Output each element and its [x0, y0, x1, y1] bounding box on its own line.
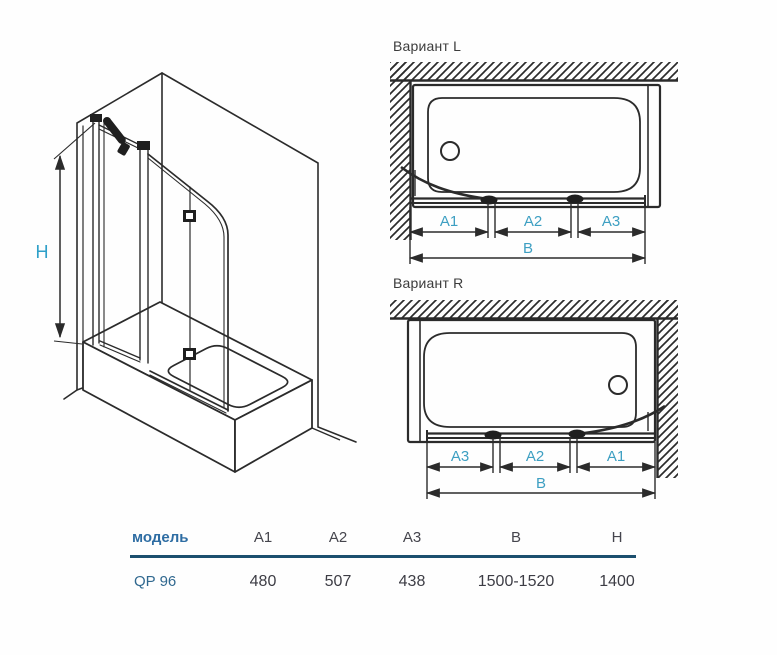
dim-a1-l: A1 [439, 213, 459, 230]
dimension-h [36, 123, 96, 344]
screen-plan-r [427, 406, 665, 441]
drain-l [441, 142, 459, 160]
dim-a2-r: A2 [525, 448, 545, 465]
col-header-b: B [510, 529, 522, 546]
screen-plan-l [401, 167, 645, 206]
dim-b-r: B [535, 475, 547, 492]
shower-handle [102, 116, 131, 156]
cell-a2: 507 [324, 573, 352, 590]
cell-a3: 438 [398, 573, 426, 590]
drain-r [609, 376, 627, 394]
dim-b-l: B [522, 240, 534, 257]
cell-model: QP 96 [134, 573, 177, 590]
dim-a3-l: A3 [601, 213, 621, 230]
isometric-bath-screen-drawing [20, 55, 370, 475]
variant-r-title: Вариант R [393, 275, 464, 291]
variant-l-plan-diagram [388, 56, 680, 270]
dim-a2-l: A2 [523, 213, 543, 230]
table-header-rule [130, 555, 636, 558]
spec-table [130, 529, 642, 604]
dim-a1-r: A1 [606, 448, 626, 465]
bathtub-isometric [83, 302, 340, 472]
variant-l-title: Вариант L [393, 38, 462, 54]
col-header-a2: A2 [328, 529, 348, 546]
cell-b: 1500-1520 [477, 573, 555, 590]
h-dimension-label: H [35, 242, 49, 262]
bathtub-plan-l [413, 85, 660, 207]
col-header-h: H [611, 529, 623, 546]
col-header-a3: A3 [402, 529, 422, 546]
dim-a3-r: A3 [450, 448, 470, 465]
col-header-model: модель [132, 529, 189, 546]
variant-r-plan-diagram [388, 292, 680, 510]
col-header-a1: A1 [253, 529, 273, 546]
cell-a1: 480 [249, 573, 277, 590]
cell-h: 1400 [599, 573, 635, 590]
bathtub-plan-r [408, 320, 655, 442]
